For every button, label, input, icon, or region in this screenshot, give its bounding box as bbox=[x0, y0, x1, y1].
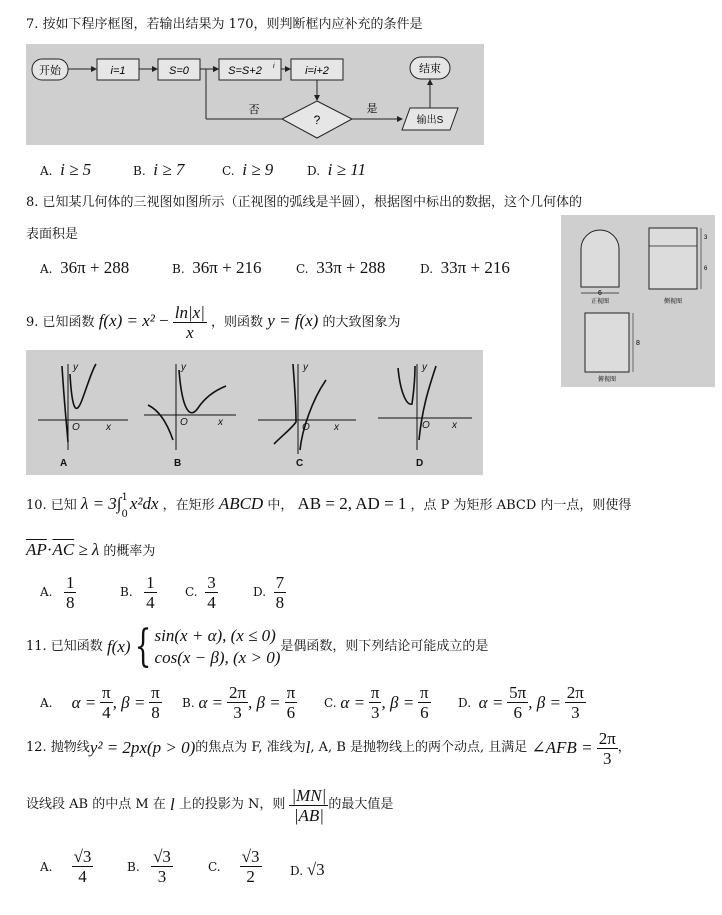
top-view-shape bbox=[585, 313, 629, 372]
side-view-shape bbox=[649, 228, 697, 289]
svg-text:C: C bbox=[296, 458, 304, 469]
fc-output-text: 输出S bbox=[416, 115, 444, 126]
q11-option-c: C. α = $\frac{\pi}{3}$ , β = $\frac{\pi}{6}$ bbox=[324, 683, 429, 722]
fc-start-text: 开始 bbox=[39, 65, 61, 77]
dim-depth-label: 8 bbox=[636, 340, 640, 347]
svg-text:B: B bbox=[174, 458, 182, 469]
graph-c bbox=[258, 362, 356, 469]
q8-option-b: B. 36π + 216 bbox=[172, 258, 262, 277]
q8-option-a: A. 36π + 288 bbox=[40, 258, 130, 277]
svg-text:x: x bbox=[452, 420, 457, 431]
fc-init-i-text: i=1 bbox=[110, 65, 126, 77]
q12-option-c: C. $\frac{√3}{2}$ bbox=[208, 847, 260, 886]
graph-a bbox=[38, 362, 128, 469]
q8-stem-line1: 8. 已知某几何体的三视图如图所示（正视图的弧线是半圆），根据图中标出的数据，这个几何体的 bbox=[26, 195, 583, 210]
fc-yes-label: 是 bbox=[366, 103, 378, 115]
q12-option-d: D. √3 bbox=[290, 860, 325, 879]
svg-text:x: x bbox=[218, 417, 223, 428]
q12-stem-line2: 设线段 AB 的中点 M 在 l 上的投影为 N，则 $\frac{|MN|}{|AB|}$ 的最大值是 bbox=[26, 785, 394, 825]
q8-stem-line2: 表面积是 bbox=[26, 227, 79, 242]
q11-stem: 11. 已知函数 f(x) { sin(x + α), (x ≤ 0) cos(x − β), (x > 0) 是偶函数，则下列结论可能成立的是 bbox=[26, 621, 489, 672]
svg-text:y: y bbox=[422, 362, 427, 373]
graph-d bbox=[378, 362, 472, 469]
svg-text:y: y bbox=[303, 362, 308, 373]
svg-text:y: y bbox=[181, 362, 186, 373]
graph-b bbox=[144, 362, 236, 469]
q10-stem-line2: $\overline{AP}\cdot\overline{AC} \ge \lambda$ 的概率为 bbox=[26, 540, 156, 559]
q11-option-a: A. α = $\frac{\pi}{4}$ , β = $\frac{\pi}{8}$ bbox=[40, 683, 160, 722]
fc-update-s-text: S=S+2 bbox=[228, 65, 262, 77]
q11-case1: sin(x + α), (x ≤ 0) bbox=[154, 626, 276, 645]
q12-stem-line1: 12. 抛物线 y² = 2px(p > 0) 的焦点为 F, 准线为 l , A, B 是抛物线上的两个动点, 且满足 ∠AFB = $\frac{2\pi}{3}$ ， bbox=[26, 728, 631, 768]
side-view-label: 侧视图 bbox=[663, 299, 683, 305]
fc-update-s-exp: i bbox=[273, 63, 275, 70]
q9-stem: 9. 已知函数 f(x) = x² − $\frac{\ln|x|}{x}$ ，则函数 y = f(x) 的大致图象为 bbox=[26, 303, 401, 342]
svg-text:O: O bbox=[180, 417, 188, 428]
svg-text:D: D bbox=[416, 458, 424, 469]
q10-option-d: D. $\frac{7}{8}$ bbox=[253, 573, 285, 612]
q7-option-a: A. i ≥ 5 bbox=[40, 160, 92, 179]
svg-text:O: O bbox=[422, 420, 430, 431]
q7-option-b: B. i ≥ 7 bbox=[133, 160, 185, 179]
svg-text:O: O bbox=[72, 422, 80, 433]
q8-three-views bbox=[561, 215, 715, 387]
svg-text:x: x bbox=[334, 422, 339, 433]
svg-text:A: A bbox=[60, 458, 68, 469]
q10-option-c: C. $\frac{3}{4}$ bbox=[185, 573, 216, 612]
svg-text:x: x bbox=[106, 422, 111, 433]
fc-end-text: 结束 bbox=[419, 63, 441, 75]
q11-option-d: D. α = $\frac{5\pi}{6}$ , β = $\frac{2\pi}{3}$ bbox=[458, 683, 584, 722]
fc-update-i-text: i=i+2 bbox=[305, 65, 329, 77]
q11-case2: cos(x − β), (x > 0) bbox=[154, 648, 281, 667]
dim-top-label: 3 bbox=[704, 235, 708, 241]
fc-decision-text: ? bbox=[313, 113, 321, 127]
front-view-shape bbox=[581, 230, 619, 287]
q7-stem: 7. 按如下程序框图，若输出结果为 170，则判断框内应补充的条件是 bbox=[26, 17, 423, 32]
q8-option-c: C. 33π + 288 bbox=[296, 258, 386, 277]
fc-init-s-text: S=0 bbox=[169, 65, 189, 77]
q10-option-a: A. $\frac{1}{8}$ bbox=[40, 573, 75, 612]
q10-option-b: B. $\frac{1}{4}$ bbox=[120, 573, 155, 612]
front-view-label: 正视图 bbox=[590, 299, 610, 305]
svg-text:y: y bbox=[73, 362, 78, 373]
dim-side-label: 6 bbox=[704, 266, 708, 272]
svg-text:O: O bbox=[302, 422, 310, 433]
q7-option-d: D. i ≥ 11 bbox=[307, 160, 366, 179]
q10-stem-line1: 10. 已知 λ = 3∫ 1 0 x²dx ，在矩形 ABCD 中， AB = 2, AD = 1 ，点 P 为矩形 ABCD 内一点，则使得 bbox=[26, 491, 632, 520]
q7-option-c: C. i ≥ 9 bbox=[222, 160, 274, 179]
fc-no-label: 否 bbox=[248, 104, 260, 116]
q8-option-d: D. 33π + 216 bbox=[420, 258, 510, 277]
q12-option-b: B. $\frac{√3}{3}$ bbox=[127, 847, 171, 886]
q9-fraction: $\frac{\ln|x|}{x}$ bbox=[174, 303, 205, 342]
q11-option-b: B. α = $\frac{2\pi}{3}$ , β = $\frac{\pi}{6}$ bbox=[182, 683, 296, 722]
q7-flowchart bbox=[26, 44, 484, 145]
q12-option-a: A. $\frac{√3}{4}$ bbox=[40, 847, 92, 886]
q9-graphs bbox=[26, 350, 483, 475]
top-view-label: 俯视图 bbox=[597, 377, 617, 383]
dim-width-label: 6 bbox=[598, 290, 602, 297]
